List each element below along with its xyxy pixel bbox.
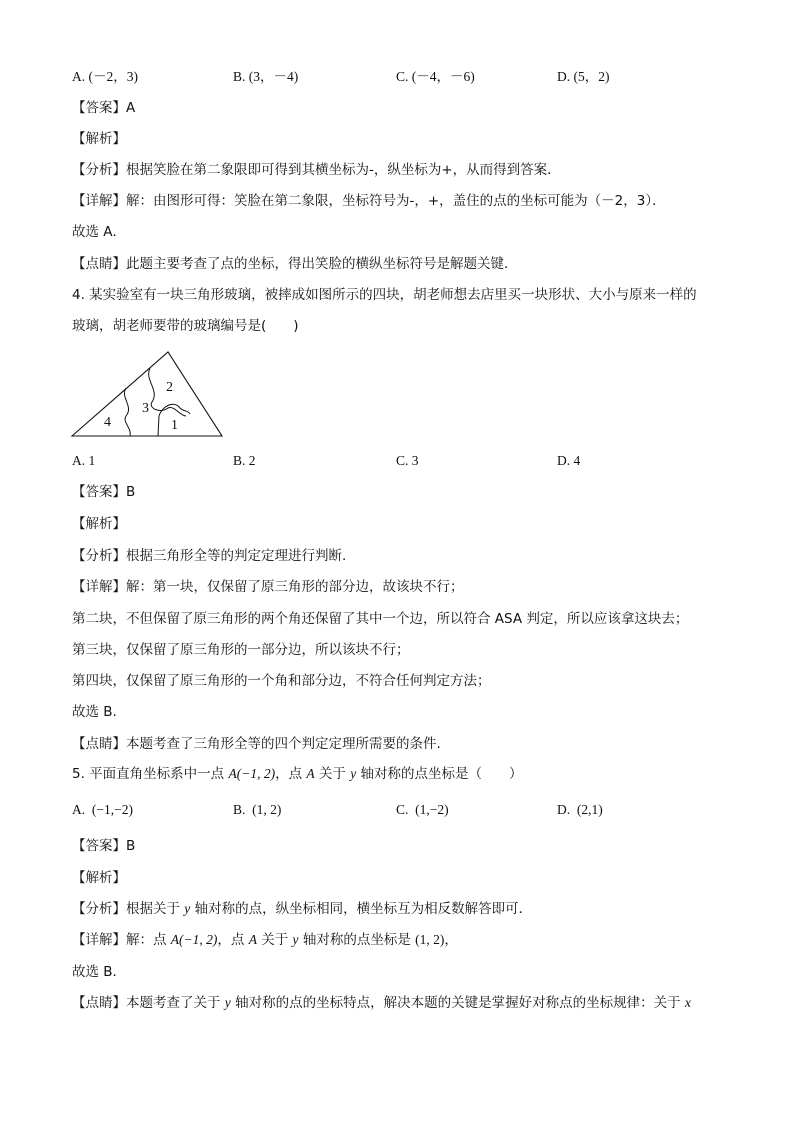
q3-conclusion: 故选 A．	[72, 224, 127, 240]
q5-xiangjie	[72, 931, 458, 949]
q3-answer: 【答案】A	[72, 100, 136, 116]
q4-stem-line1: 4. 某实验室有一块三角形玻璃，被摔成如图所示的四块，胡老师想去店里买一块形状、大小与原来一样的	[72, 287, 697, 303]
q5-stem-post: 轴对称的点坐标是（ ）	[356, 766, 523, 782]
q4-xiangjie: 【详解】解：第一块，仅保留了原三角形的部分边，故该块不行；	[72, 579, 464, 595]
q3-analysis-title: 【解析】	[72, 131, 126, 147]
q3-option-d: D. (5，2)	[557, 69, 610, 84]
q5-option-d-value: (2,1)	[576, 802, 603, 817]
q5-option-d-letter: D.	[557, 802, 571, 817]
q5-option-a-value: (−1,−2)	[91, 802, 133, 817]
q3-option-c: C. (－4，－6)	[396, 69, 475, 84]
q5-option-c	[396, 801, 449, 819]
q5-stem-pre: 5. 平面直角坐标系中一点	[72, 766, 229, 782]
q5-option-d	[557, 801, 603, 819]
q5-fenxi-y: y	[184, 901, 191, 916]
q5-analysis-title: 【解析】	[72, 870, 126, 886]
q4-conclusion: 故选 B.	[72, 704, 117, 720]
broken-triangle-figure	[70, 350, 226, 440]
q4-line2: 第二块，不但保留了原三角形的两个角还保留了其中一个边，所以符合 ASA 判定，所以应该拿这块去；	[72, 611, 689, 627]
q5-option-a-letter: A.	[72, 802, 86, 817]
q4-line4: 第四块，仅保留了原三角形的一个角和部分边，不符合任何判定方法；	[72, 673, 491, 689]
q5-dianjing	[72, 994, 691, 1012]
q5-option-a	[72, 801, 133, 819]
figure-label-1: 1	[171, 418, 178, 433]
figure-label-2: 2	[166, 380, 173, 395]
figure-label-3: 3	[142, 401, 149, 416]
q5-fenxi-post: 轴对称的点，纵坐标相同，横坐标互为相反数解答即可．	[190, 901, 533, 917]
q5-answer: 【答案】B	[72, 838, 136, 854]
q5-stem-mid2: 关于	[314, 766, 351, 782]
q4-answer: 【答案】B	[72, 484, 136, 500]
q5-dianjing-x: x	[684, 995, 691, 1010]
triangle-outline	[72, 352, 222, 436]
q4-dianjing: 【点睛】本题考查了三角形全等的四个判定定理所需要的条件.	[72, 736, 441, 752]
q5-xiangjie-mid2: 关于	[256, 932, 293, 948]
q5-xiangjie-mid3: 轴对称的点坐标是	[298, 932, 416, 948]
q5-option-b-letter: B.	[233, 802, 246, 817]
q5-fenxi	[72, 900, 532, 918]
q3-fenxi: 【分析】根据笑脸在第二象限即可得到其横坐标为-，纵坐标为+，从而得到答案．	[72, 162, 561, 178]
q3-dianjing: 【点睛】此题主要考查了点的坐标，得出笑脸的横纵坐标符号是解题关键．	[72, 256, 518, 272]
q4-fenxi: 【分析】根据三角形全等的判定定理进行判断.	[72, 548, 347, 564]
q5-stem-y: y	[350, 766, 357, 781]
q5-xiangjie-post: ，	[444, 932, 458, 948]
q5-option-c-value: (1,−2)	[415, 802, 449, 817]
q4-option-d: D. 4	[557, 453, 581, 468]
q5-xiangjie-pre: 【详解】解：点	[72, 932, 171, 948]
q3-option-a: A. (－2，3)	[72, 69, 138, 84]
q4-analysis-title: 【解析】	[72, 516, 126, 532]
q3-option-b: B. (3，－4)	[233, 69, 299, 84]
q5-xiangjie-y: y	[292, 932, 299, 947]
q4-line3: 第三块，仅保留了原三角形的一部分边，所以该块不行；	[72, 642, 410, 658]
figure-label-4: 4	[104, 415, 111, 430]
q5-xiangjie-result: (1, 2)	[415, 932, 445, 947]
q5-dianjing-pre: 【点睛】本题考查了关于	[72, 995, 225, 1011]
q4-option-c: C. 3	[396, 453, 419, 468]
q5-conclusion: 故选 B．	[72, 964, 127, 980]
q5-dianjing-mid: 轴对称的点的坐标特点，解决本题的关键是掌握好对称点的坐标规律：关于	[230, 995, 685, 1011]
q5-stem	[72, 765, 523, 783]
q4-option-b: B. 2	[233, 453, 256, 468]
q5-xiangjie-point: A(−1, 2)	[170, 932, 218, 947]
crack-line-3-4	[124, 388, 130, 436]
q5-xiangjie-mid: ，点	[217, 932, 249, 948]
q5-stem-mid: ，点	[275, 766, 307, 782]
q5-stem-point: A(−1, 2)	[228, 766, 276, 781]
q5-option-b-value: (1, 2)	[252, 802, 282, 817]
q3-xiangjie: 【详解】解：由图形可得：笑脸在第二象限，坐标符号为-，+，盖住的点的坐标可能为（－2，3）．	[72, 193, 666, 209]
q5-stem-a: A	[306, 766, 315, 781]
q4-option-a: A. 1	[72, 453, 96, 468]
q5-option-c-letter: C.	[396, 802, 409, 817]
q4-stem-line2: 玻璃，胡老师要带的玻璃编号是( )	[72, 318, 299, 334]
q5-option-b	[233, 801, 281, 819]
q5-fenxi-pre: 【分析】根据关于	[72, 901, 185, 917]
q5-dianjing-y: y	[224, 995, 231, 1010]
q5-xiangjie-a: A	[248, 932, 257, 947]
